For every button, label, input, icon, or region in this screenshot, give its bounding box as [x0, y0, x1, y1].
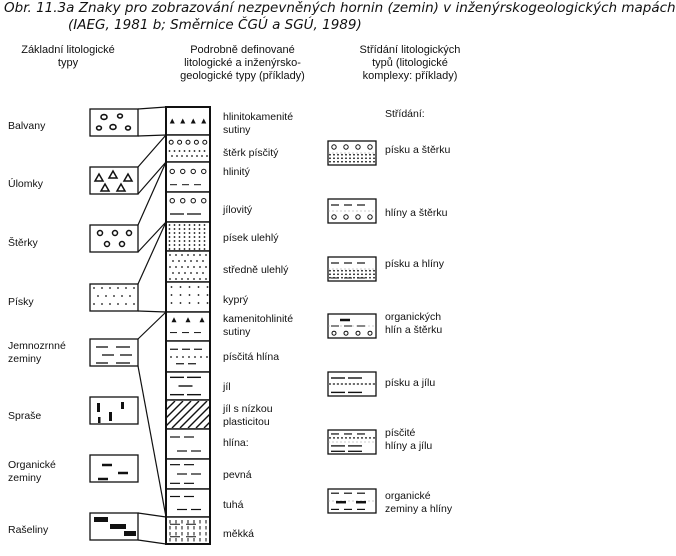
- detailed-symbol-loose-sand: [166, 282, 210, 312]
- header-basic-line: typy: [57, 57, 79, 69]
- alternation-label-line: písku a jílu: [385, 377, 436, 389]
- detailed-type-label-line: tuhá: [223, 499, 244, 511]
- header-alternation-line: komplexy: příklady): [362, 70, 458, 82]
- detailed-type-label-line: jíl: [223, 381, 231, 393]
- detailed-type-label-line: písčitá hlína: [223, 351, 280, 363]
- detailed-type-label-line: kyprý: [223, 294, 249, 306]
- alternation-label-line: písku a štěrku: [385, 144, 451, 156]
- detailed-symbol-low-plastic-clay: [140, 400, 255, 429]
- detailed-symbol-cell: [166, 222, 210, 251]
- detailed-type-label-line: sutiny: [223, 124, 251, 136]
- detailed-symbol-clay: [166, 372, 210, 400]
- basic-type-label-line: Písky: [8, 296, 34, 308]
- detailed-type-label-line: sutiny: [223, 326, 251, 338]
- detailed-symbol-loamy-debris: [166, 107, 210, 135]
- detailed-type-label-line: písek ulehlý: [223, 232, 279, 244]
- basic-symbol-peat: [90, 513, 138, 540]
- detailed-symbol-stony-loam: [166, 312, 210, 341]
- header-detailed-line: Podrobně definované: [190, 44, 295, 56]
- basic-type-label-line: Rašeliny: [8, 524, 49, 536]
- connector-line: [138, 513, 166, 517]
- alternation-label-line: písku a hlíny: [385, 258, 444, 270]
- detailed-symbol-cell: [166, 162, 210, 192]
- detailed-type-label-line: hlinitokamenité: [223, 111, 294, 123]
- basic-symbol-gravel: [90, 225, 138, 252]
- detailed-type-label-line: plasticitou: [223, 416, 270, 428]
- basic-type-label-line: zeminy: [8, 353, 42, 365]
- connector-line: [138, 222, 166, 252]
- alternation-symbol-sand-gravel: [328, 141, 376, 165]
- detailed-symbol-cell: [166, 489, 210, 517]
- detailed-symbol-medium-sand: [166, 251, 210, 282]
- detailed-type-label-line: pevná: [223, 469, 252, 481]
- basic-type-label-line: zeminy: [8, 472, 42, 484]
- connector-line: [138, 366, 166, 517]
- header-detailed-line: litologické a inženýrsko-: [184, 57, 301, 69]
- alternation-label-line: hlín a štěrku: [385, 324, 443, 336]
- detailed-symbol-firm: [166, 459, 210, 489]
- header-alternation-line: typů (litologické: [372, 57, 448, 69]
- detailed-type-label-line: hlinitý: [223, 166, 250, 178]
- detailed-symbol-stiff: [166, 489, 210, 517]
- detailed-symbol-cell: [166, 312, 210, 341]
- detailed-symbol-cell: [166, 282, 210, 312]
- basic-symbol-frame: [90, 109, 138, 136]
- connector-line: [138, 135, 166, 167]
- connector-line: [138, 312, 166, 339]
- alternation-symbol-sandy-loam-clay: [328, 430, 376, 454]
- connector-line: [138, 135, 166, 136]
- detailed-symbol-cell: [166, 192, 210, 222]
- detailed-type-label-line: kamenitohlinité: [223, 313, 294, 325]
- basic-type-label-line: Úlomky: [8, 178, 44, 190]
- header-alternation-line: Střídání litologických: [359, 44, 461, 56]
- basic-symbol-organic: [90, 455, 138, 482]
- alternation-heading: Střídání:: [385, 108, 425, 120]
- basic-symbol-sand: [90, 284, 138, 311]
- basic-symbol-frame: [90, 225, 138, 252]
- basic-symbol-boulders: [90, 109, 138, 136]
- basic-symbol-frame: [90, 284, 138, 311]
- detailed-symbol-sandy-loam: [166, 341, 210, 372]
- connector-line: [138, 311, 166, 312]
- alternation-symbol-sand-clay: [328, 372, 376, 396]
- alternation-symbol-organic-gravel: [328, 314, 376, 338]
- detailed-type-label-line: středně ulehlý: [223, 264, 289, 276]
- detailed-type-label-line: měkká: [223, 528, 254, 540]
- detailed-symbol-cell: [166, 341, 210, 372]
- connector-line: [138, 540, 166, 544]
- detailed-type-label-line: jílovitý: [223, 204, 253, 216]
- basic-symbol-frame: [90, 339, 138, 366]
- detailed-type-label-line: hlína:: [223, 437, 249, 449]
- detailed-symbol-soft: [166, 517, 210, 544]
- detailed-symbol-cell: [166, 135, 210, 162]
- connector-line: [138, 222, 166, 284]
- basic-symbol-frame: [90, 455, 138, 482]
- alternation-label-line: zeminy a hlíny: [385, 503, 453, 515]
- header-basic-line: Základní litologické: [21, 44, 115, 56]
- basic-type-label-line: Organické: [8, 459, 56, 471]
- detailed-symbol-cell: [166, 429, 210, 459]
- basic-type-label-line: Spraše: [8, 410, 42, 422]
- alternation-symbol-loam-gravel: [328, 199, 376, 223]
- basic-symbol-fine: [90, 339, 138, 366]
- figure-title-line2: (IAEG, 1981 b; Směrnice ČGÚ a SGÚ, 1989): [68, 17, 362, 33]
- basic-symbol-loess: [90, 397, 138, 424]
- detailed-symbol-loamy-gravel: [166, 162, 210, 192]
- alternation-label-line: písčité: [385, 427, 416, 439]
- detailed-type-label-line: štěrk písčitý: [223, 147, 279, 159]
- alternation-label-line: hlíny a jílu: [385, 440, 433, 452]
- detailed-type-label-line: jíl s nízkou: [223, 403, 273, 415]
- basic-type-label-line: Jemnozrnné: [8, 340, 66, 352]
- basic-type-label-line: Štěrky: [8, 237, 38, 249]
- alternation-label-line: organické: [385, 490, 431, 502]
- header-detailed-line: geologické typy (příklady): [180, 70, 305, 82]
- detailed-symbol-cell: [166, 459, 210, 489]
- figure-title-line1: Obr. 11.3a Znaky pro zobrazování nezpevněných hornin (zemin) v inženýrskogeologických mapách: [4, 0, 676, 16]
- detailed-symbol-dense-sand: [166, 222, 210, 251]
- detailed-symbol-loam: [166, 429, 210, 459]
- detailed-symbol-sandy-gravel: [166, 135, 210, 162]
- connector-line: [138, 162, 166, 194]
- connector-line: [138, 107, 166, 109]
- basic-symbol-fragments: [90, 167, 138, 194]
- alternation-symbol-sand-loam: [328, 257, 376, 281]
- alternation-symbol-organic-loam: [328, 489, 376, 513]
- basic-type-label-line: Balvany: [8, 120, 46, 132]
- alternation-label-line: organických: [385, 311, 442, 323]
- connector-line: [138, 162, 166, 225]
- alternation-label-line: hlíny a štěrku: [385, 207, 448, 219]
- detailed-symbol-clayey-gravel: [166, 192, 210, 222]
